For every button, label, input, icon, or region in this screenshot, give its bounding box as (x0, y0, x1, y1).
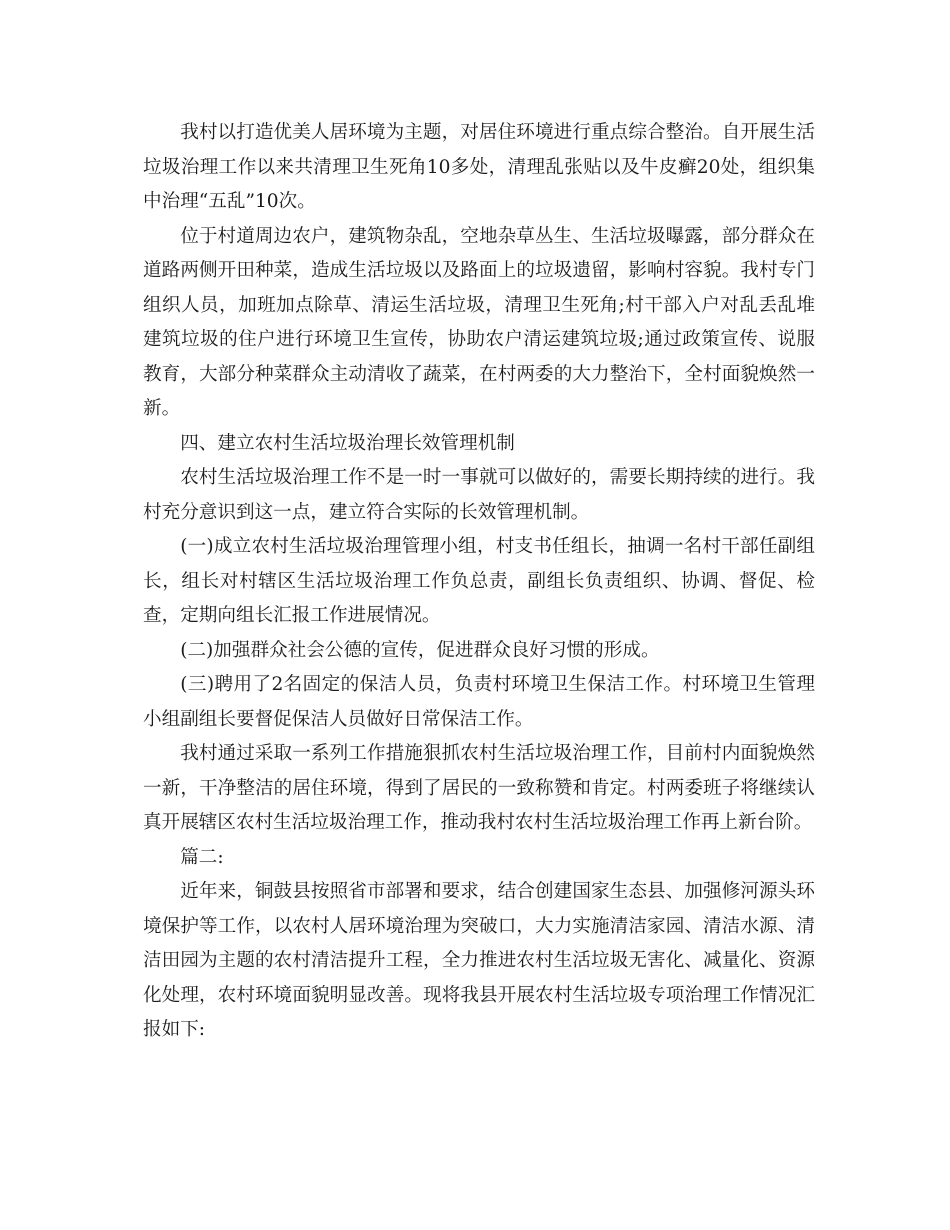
paragraph-living-environment: 我村以打造优美人居环境为主题，对居住环境进行重点综合整治。自开展生活垃圾治理工作以来共清理卫生死角10多处，清理乱张贴以及牛皮癣20处，组织集中治理“五乱”10次。 (143, 122, 815, 212)
document-body (143, 116, 815, 1048)
paragraph-item-2: (二)加强群众社会公德的宣传，促进群众良好习惯的形成。 (180, 639, 660, 661)
part-two-heading: 篇二: (180, 846, 224, 868)
section-heading-long-term-mechanism: 四、建立农村生活垃圾治理长效管理机制 (180, 432, 515, 454)
paragraph-item-1: (一)成立农村生活垃圾治理管理小组，村支书任组长，抽调一名村干部任副组长，组长对村辖区生活垃圾治理工作负总责，副组长负责组织、协调、督促、检查，定期向组长汇报工作进展情况。 (143, 536, 815, 626)
paragraph-village-cleanup: 位于村道周边农户，建筑物杂乱，空地杂草丛生、生活垃圾曝露，部分群众在道路两侧开田种菜，造成生活垃圾以及路面上的垃圾遗留，影响村容貌。我村专门组织人员，加班加点除草、清运生活垃圾，清理卫生死角;村干部入户对乱丢乱堆建筑垃圾的住户进行环境卫生宣传，协助农户清运建筑垃圾;通过政策宣传、说服教育，大部分种菜群众主动清收了蔬菜，在村两委的大力整治下，全村面貌焕然一新。 (143, 225, 815, 419)
paragraph-item-3: (三)聘用了2名固定的保洁人员，负责村环境卫生保洁工作。村环境卫生管理小组副组长要督促保洁人员做好日常保洁工作。 (143, 674, 815, 730)
paragraph-county-report: 近年来，铜鼓县按照省市部署和要求，结合创建国家生态县、加强修河源头环境保护等工作，以农村人居环境治理为突破口，大力实施清洁家园、清洁水源、清洁田园为主题的农村清洁提升工程，全力推进农村生活垃圾无害化、减量化、资源化处理，农村环境面貌明显改善。现将我县开展农村生活垃圾专项治理工作情况汇报如下: (143, 881, 815, 1040)
paragraph-long-term-intro: 农村生活垃圾治理工作不是一时一事就可以做好的，需要长期持续的进行。我村充分意识到这一点，建立符合实际的长效管理机制。 (143, 467, 815, 523)
paragraph-conclusion: 我村通过采取一系列工作措施狠抓农村生活垃圾治理工作，目前村内面貌焕然一新，干净整洁的居住环境，得到了居民的一致称赞和肯定。村两委班子将继续认真开展辖区农村生活垃圾治理工作，推动我村农村生活垃圾治理工作再上新台阶。 (143, 743, 815, 833)
